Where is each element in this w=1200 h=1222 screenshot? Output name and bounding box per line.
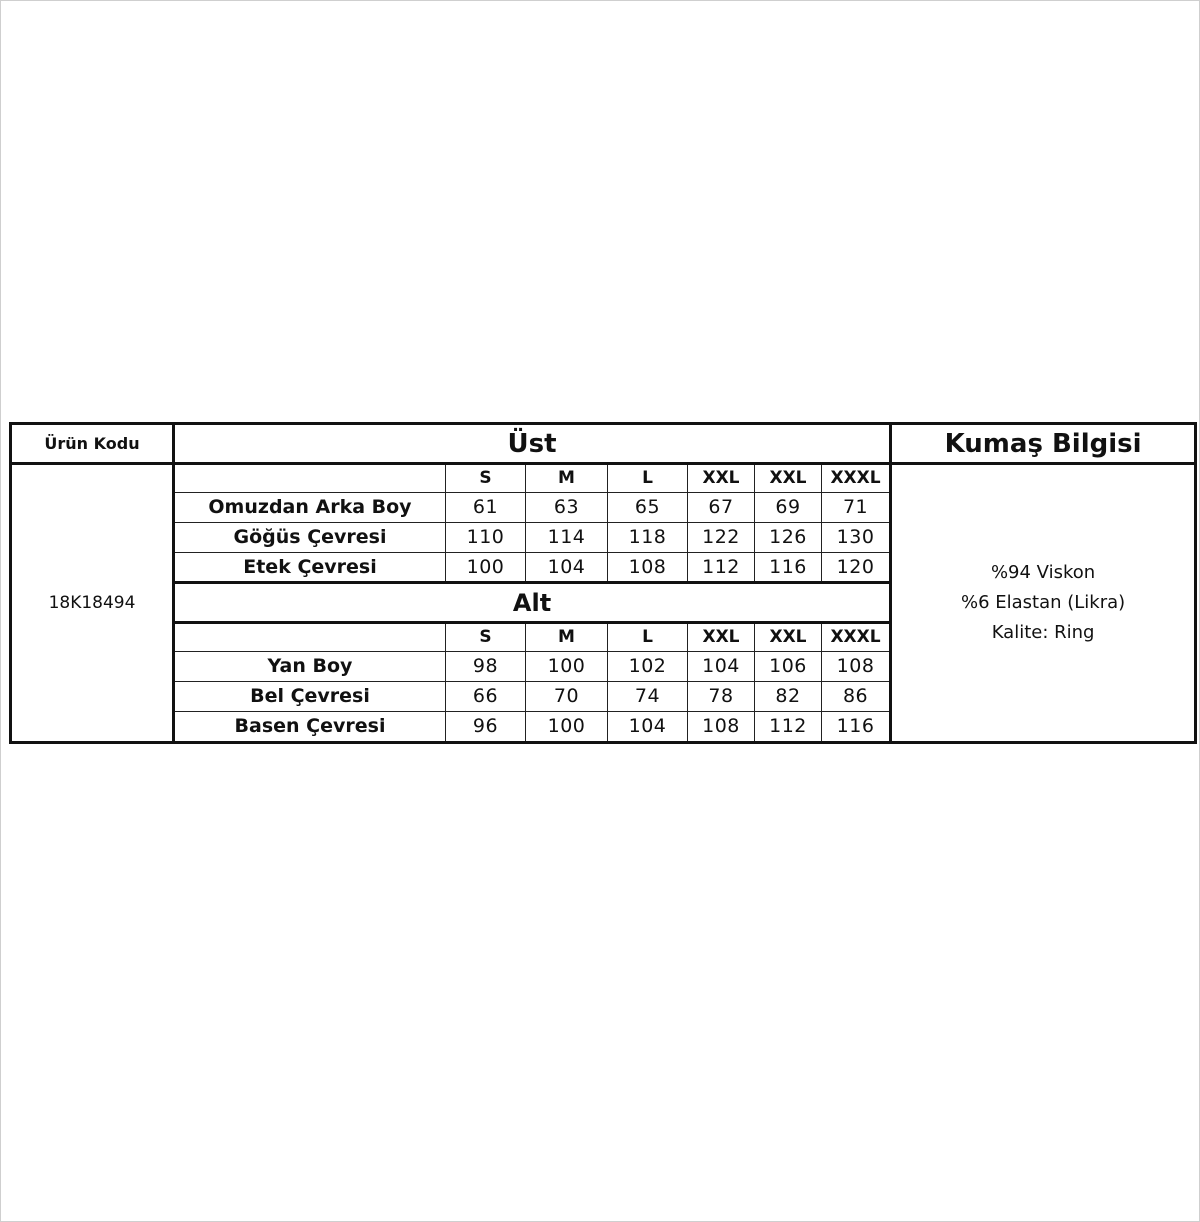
fabric-line: %94 Viskon (990, 562, 1096, 584)
measure-value: 66 (446, 682, 526, 712)
measure-value: 63 (526, 493, 608, 523)
top-size-header-row (11, 464, 1196, 493)
measure-value: 96 (446, 712, 526, 743)
measure-value: 65 (608, 493, 688, 523)
size-chart-table (9, 422, 1197, 744)
measure-value: 104 (526, 553, 608, 583)
measure-value: 108 (688, 712, 755, 743)
measure-label: Etek Çevresi (174, 553, 446, 583)
measure-value: 102 (608, 652, 688, 682)
fabric-info-header: Kumaş Bilgisi (891, 424, 1196, 464)
measure-value: 112 (755, 712, 822, 743)
measure-value: 112 (688, 553, 755, 583)
measure-value: 104 (608, 712, 688, 743)
bottom-section-title: Alt (174, 583, 891, 623)
measure-value: 69 (755, 493, 822, 523)
measure-value: 108 (822, 652, 891, 682)
measure-value: 86 (822, 682, 891, 712)
measure-value: 108 (608, 553, 688, 583)
product-code-header: Ürün Kodu (11, 424, 174, 464)
measure-value: 74 (608, 682, 688, 712)
measure-value: 114 (526, 523, 608, 553)
fabric-line: %6 Elastan (Likra) (960, 592, 1126, 614)
size-header: XXXL (822, 623, 891, 652)
measure-value: 106 (755, 652, 822, 682)
size-header: S (446, 623, 526, 652)
measure-value: 110 (446, 523, 526, 553)
product-code-value: 18K18494 (11, 464, 174, 743)
fabric-line: Kalite: Ring (991, 621, 1095, 643)
bottom-size-header-blank (174, 623, 446, 652)
measure-value: 120 (822, 553, 891, 583)
size-header: L (608, 623, 688, 652)
size-header: L (608, 464, 688, 493)
measure-value: 82 (755, 682, 822, 712)
size-header: XXL (688, 464, 755, 493)
measure-label: Yan Boy (174, 652, 446, 682)
measure-label: Göğüs Çevresi (174, 523, 446, 553)
size-header: XXL (755, 623, 822, 652)
size-header: XXXL (822, 464, 891, 493)
size-header: XXL (688, 623, 755, 652)
measure-value: 118 (608, 523, 688, 553)
measure-value: 67 (688, 493, 755, 523)
top-size-header-blank (174, 464, 446, 493)
measure-value: 98 (446, 652, 526, 682)
measure-value: 100 (526, 652, 608, 682)
measure-value: 122 (688, 523, 755, 553)
measure-value: 126 (755, 523, 822, 553)
measure-value: 130 (822, 523, 891, 553)
measure-value: 100 (526, 712, 608, 743)
measure-value: 61 (446, 493, 526, 523)
measure-value: 100 (446, 553, 526, 583)
measure-value: 70 (526, 682, 608, 712)
size-header: XXL (755, 464, 822, 493)
measure-label: Basen Çevresi (174, 712, 446, 743)
measure-value: 116 (822, 712, 891, 743)
measure-value: 104 (688, 652, 755, 682)
measure-value: 78 (688, 682, 755, 712)
measure-value: 116 (755, 553, 822, 583)
size-chart-sheet (9, 422, 1194, 743)
fabric-info-cell (891, 464, 1196, 743)
size-header: M (526, 623, 608, 652)
size-header: M (526, 464, 608, 493)
measure-label: Bel Çevresi (174, 682, 446, 712)
measure-label: Omuzdan Arka Boy (174, 493, 446, 523)
top-section-title: Üst (174, 424, 891, 464)
measure-value: 71 (822, 493, 891, 523)
header-row (11, 424, 1196, 464)
size-header: S (446, 464, 526, 493)
